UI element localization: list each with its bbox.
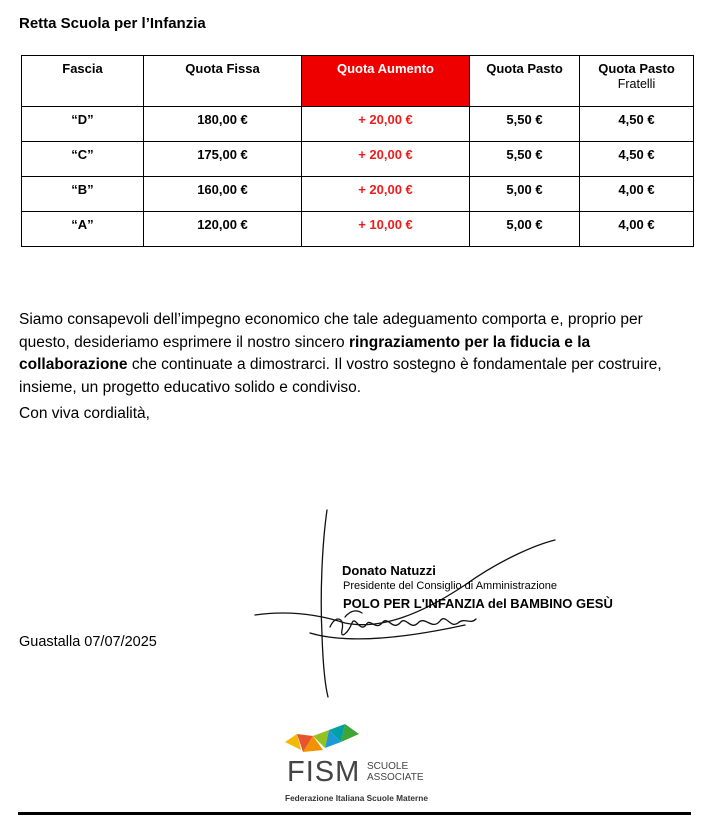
paragraph-text-1: Siamo consapevoli dell’impegno economico che tale adeguamento comporta e, proprio per questo, desideriamo esprimere il nostro sincero	[19, 311, 643, 351]
cell-quota-pasto: 5,50 €	[470, 107, 580, 142]
logo-tagline	[367, 761, 424, 783]
logo-tagline-line2: ASSOCIATE	[367, 772, 424, 783]
table-row	[22, 142, 694, 177]
cell-quota-pasto-fratelli: 4,50 €	[580, 107, 694, 142]
header-quota-fissa: Quota Fissa	[144, 56, 302, 107]
header-quota-aumento: Quota Aumento	[302, 56, 470, 107]
logo-fism-text: FISM	[287, 756, 361, 788]
paragraph-text-2: che continuate a dimostrarci. Il vostro sostegno è fondamentale per costruire, insieme, un progetto educativo solido e condiviso.	[19, 356, 662, 396]
cell-quota-pasto-fratelli: 4,00 €	[580, 177, 694, 212]
table-row	[22, 107, 694, 142]
cell-quota-pasto-fratelli: 4,50 €	[580, 142, 694, 177]
body-paragraph	[19, 309, 684, 399]
cell-quota-aumento: + 20,00 €	[302, 142, 470, 177]
fism-logo-mark	[283, 720, 363, 760]
cell-quota-aumento: + 20,00 €	[302, 107, 470, 142]
cell-quota-fissa: 160,00 €	[144, 177, 302, 212]
cell-quota-pasto: 5,00 €	[470, 177, 580, 212]
fism-logo	[283, 720, 443, 810]
cell-fascia: “C”	[22, 142, 144, 177]
header-fascia: Fascia	[22, 56, 144, 107]
cell-fascia: “D”	[22, 107, 144, 142]
header-quota-pasto-fratelli	[580, 56, 694, 107]
signatory-role: Presidente del Consiglio di Amministrazione	[343, 580, 557, 592]
table-row	[22, 212, 694, 247]
organization-name: POLO PER L'INFANZIA del BAMBINO GESÙ	[343, 596, 613, 611]
cell-quota-pasto: 5,00 €	[470, 212, 580, 247]
cell-fascia: “B”	[22, 177, 144, 212]
logo-federation-text: Federazione Italiana Scuole Materne	[285, 793, 428, 803]
logo-tagline-line1: SCUOLE	[367, 761, 409, 772]
cell-quota-fissa: 180,00 €	[144, 107, 302, 142]
cell-quota-fissa: 175,00 €	[144, 142, 302, 177]
table-row	[22, 177, 694, 212]
header-quota-pasto-fratelli-label: Quota Pasto	[598, 61, 675, 76]
signatory-name: Donato Natuzzi	[342, 563, 436, 578]
header-fratelli-sublabel: Fratelli	[617, 77, 656, 91]
fees-table	[21, 55, 694, 247]
cell-fascia: “A”	[22, 212, 144, 247]
cell-quota-pasto: 5,50 €	[470, 142, 580, 177]
cell-quota-aumento: + 20,00 €	[302, 177, 470, 212]
place-date: Guastalla 07/07/2025	[19, 634, 157, 650]
closing-line: Con viva cordialità,	[19, 405, 150, 422]
header-quota-pasto: Quota Pasto	[470, 56, 580, 107]
table-header-row	[22, 56, 694, 107]
cell-quota-pasto-fratelli: 4,00 €	[580, 212, 694, 247]
document-title: Retta Scuola per l’Infanzia	[19, 15, 206, 32]
cell-quota-aumento: + 10,00 €	[302, 212, 470, 247]
cell-quota-fissa: 120,00 €	[144, 212, 302, 247]
bottom-rule	[18, 812, 691, 815]
paragraph-bold-text: ringraziamento per la fiducia e la collaborazione	[19, 333, 591, 373]
